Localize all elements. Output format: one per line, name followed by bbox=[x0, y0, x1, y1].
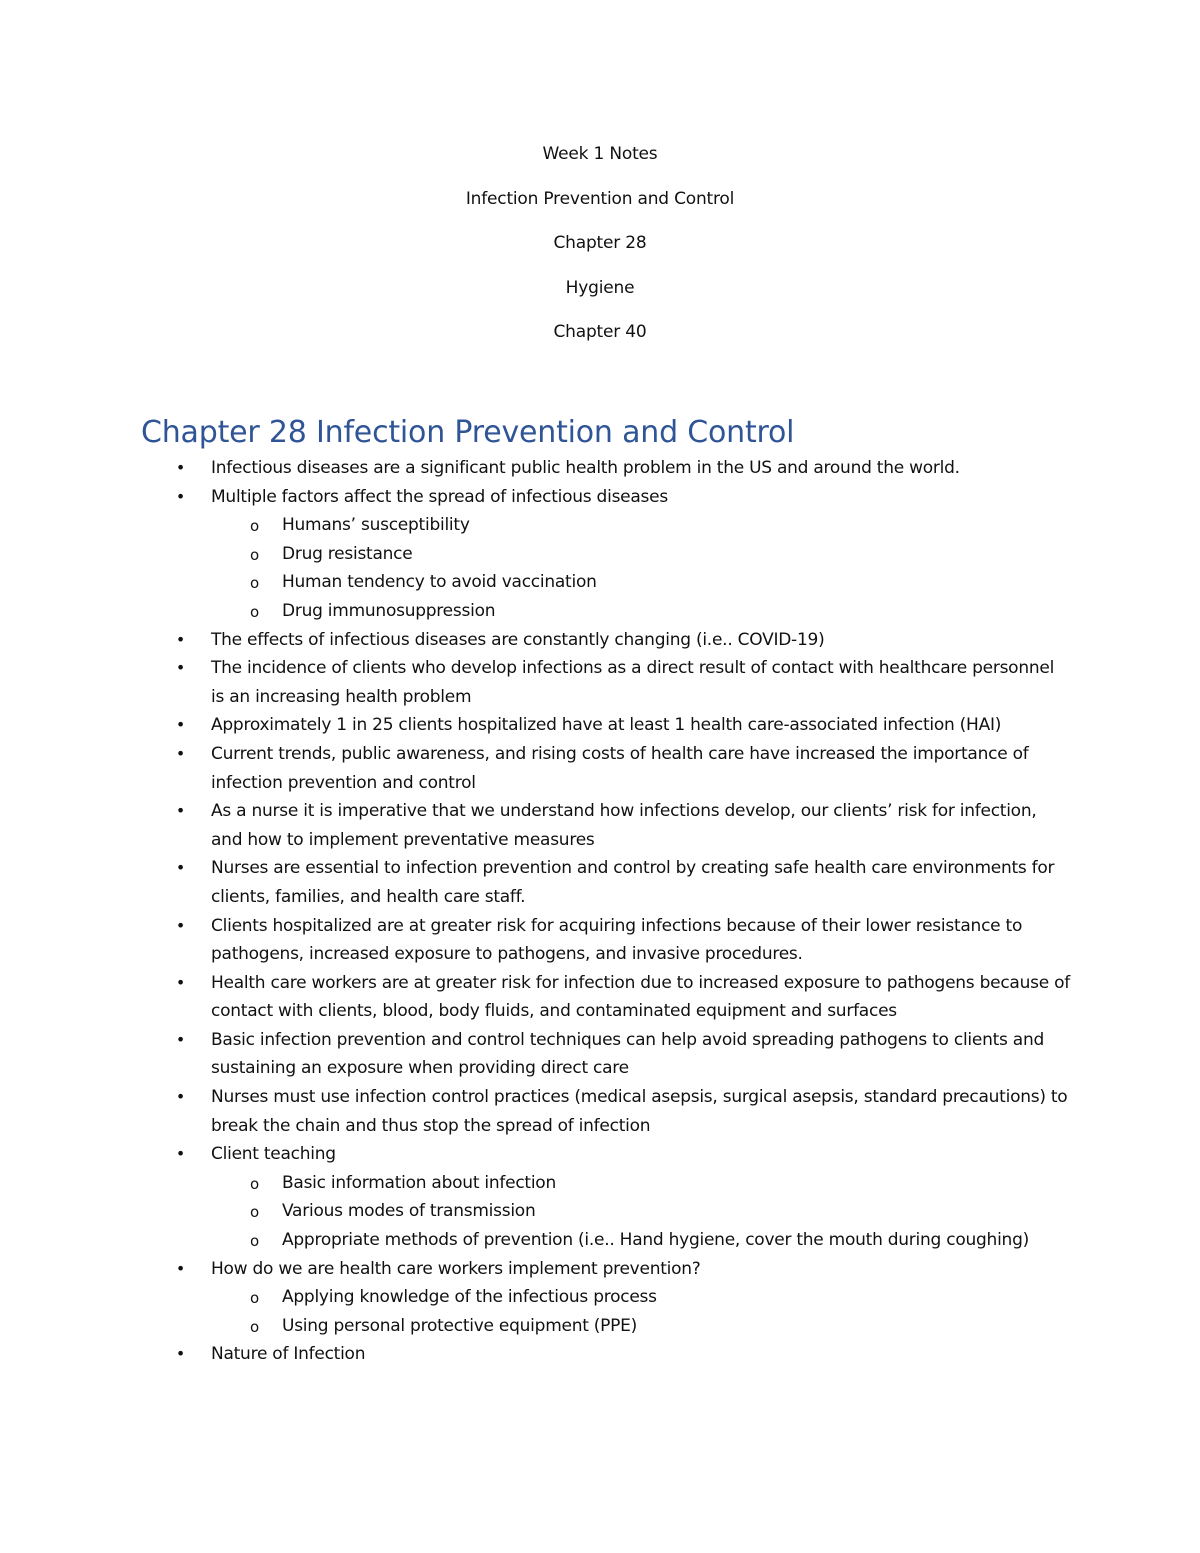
bullet-text: The effects of infectious diseases are constantly changing (i.e.. COVID-19) bbox=[211, 629, 825, 650]
bullet-marker: • bbox=[175, 629, 186, 649]
bullet-marker: • bbox=[175, 858, 186, 878]
bullet-item bbox=[0, 483, 1071, 512]
sub-bullet-marker: o bbox=[250, 545, 259, 564]
sub-bullet-marker: o bbox=[250, 1203, 259, 1222]
sub-bullet-item bbox=[0, 1169, 1062, 1198]
sub-bullet-item bbox=[0, 568, 1062, 597]
bullet-item bbox=[0, 1026, 1071, 1083]
bullet-text: Infectious diseases are a significant public health problem in the US and around the world. bbox=[211, 458, 960, 478]
bullet-item bbox=[0, 912, 1071, 969]
title-block bbox=[0, 142, 1200, 365]
sub-bullet-marker: o bbox=[250, 1289, 259, 1308]
bullet-text: As a nurse it is imperative that we understand how infections develop, our clients’ risk for infection, and how to implement preventative measures bbox=[211, 801, 1037, 850]
bullet-text: Drug resistance bbox=[282, 543, 413, 564]
bullet-item bbox=[0, 1083, 1071, 1140]
bullet-marker: • bbox=[175, 458, 186, 477]
bullet-text: Appropriate methods of prevention (i.e.. Hand hygiene, cover the mouth during coughing) bbox=[282, 1230, 1030, 1251]
bullet-marker: • bbox=[175, 972, 186, 992]
bullet-text: Health care workers are at greater risk for infection due to increased exposure to pathogens because of contact with clients, blood, body fluids, and contaminated equipment and surfaces bbox=[211, 972, 1070, 1022]
bullet-text: Current trends, public awareness, and rising costs of health care have increased the importance of infection prevention and control bbox=[211, 743, 1029, 793]
bullet-text: Applying knowledge of the infectious process bbox=[282, 1287, 657, 1308]
bullet-item bbox=[0, 740, 1071, 797]
bullet-text: How do we are health care workers implement prevention? bbox=[211, 1258, 701, 1279]
bullet-text: Human tendency to avoid vaccination bbox=[282, 572, 597, 593]
bullet-item bbox=[0, 626, 1071, 655]
title-line-chapter-2: Chapter 40 bbox=[553, 322, 647, 342]
sub-bullet-item bbox=[0, 597, 1062, 626]
bullet-item bbox=[0, 711, 1071, 740]
bullet-item bbox=[0, 854, 1071, 911]
bullet-item bbox=[0, 1140, 1071, 1169]
bullet-text: Basic information about infection bbox=[282, 1172, 556, 1193]
bullet-marker: • bbox=[175, 743, 186, 763]
title-line-week: Week 1 Notes bbox=[542, 144, 658, 164]
title-line-topic-1: Infection Prevention and Control bbox=[465, 188, 735, 209]
bullet-marker: • bbox=[175, 915, 186, 935]
title-line-chapter-1: Chapter 28 bbox=[553, 233, 647, 253]
bullet-text: Nurses are essential to infection prevention and control by creating safe health care environments for clients, families, and health care staff. bbox=[211, 858, 1055, 907]
bullet-item bbox=[0, 797, 1071, 854]
bullet-text: Client teaching bbox=[211, 1144, 336, 1165]
bullet-marker: • bbox=[175, 486, 186, 506]
sub-bullet-marker: o bbox=[250, 1174, 259, 1193]
bullet-text: Nature of Infection bbox=[211, 1344, 366, 1365]
bullet-text: Clients hospitalized are at greater risk for acquiring infections because of their lower resistance to pathogens, increased exposure to pathogens, and invasive procedures. bbox=[211, 915, 1023, 965]
bullet-marker: • bbox=[175, 1258, 186, 1278]
bullet-text: Approximately 1 in 25 clients hospitalized have at least 1 health care-associated infection (HAI) bbox=[211, 715, 1002, 736]
sub-bullet-item bbox=[0, 540, 1062, 569]
bullet-item bbox=[0, 654, 1071, 711]
bullet-marker: • bbox=[175, 1144, 186, 1164]
bullet-marker: • bbox=[175, 801, 186, 821]
notes-bullet-list bbox=[0, 454, 1200, 1369]
bullet-marker: • bbox=[175, 1087, 186, 1107]
sub-bullet-item bbox=[0, 511, 1062, 540]
chapter-heading: Chapter 28 Infection Prevention and Control bbox=[141, 415, 795, 450]
bullet-marker: • bbox=[175, 1344, 186, 1364]
bullet-text: Various modes of transmission bbox=[282, 1201, 536, 1222]
sub-bullet-item bbox=[0, 1312, 1062, 1341]
bullet-item bbox=[0, 969, 1071, 1026]
sub-bullet-marker: o bbox=[250, 1232, 259, 1251]
sub-bullet-item bbox=[0, 1197, 1062, 1226]
bullet-marker: • bbox=[175, 658, 186, 678]
sub-bullet-marker: o bbox=[250, 602, 259, 621]
bullet-item bbox=[0, 1340, 1071, 1369]
bullet-item bbox=[0, 1255, 1071, 1284]
bullet-text: Drug immunosuppression bbox=[282, 600, 496, 621]
bullet-text: Using personal protective equipment (PPE) bbox=[282, 1315, 638, 1336]
sub-bullet-item bbox=[0, 1283, 1062, 1312]
sub-bullet-marker: o bbox=[250, 574, 259, 593]
bullet-item bbox=[0, 454, 1071, 483]
bullet-text: Humans’ susceptibility bbox=[282, 515, 470, 536]
sub-bullet-marker: o bbox=[250, 1317, 259, 1336]
bullet-text: The incidence of clients who develop infections as a direct result of contact with healthcare personnel is an increasing health problem bbox=[211, 658, 1055, 707]
bullet-text: Basic infection prevention and control techniques can help avoid spreading pathogens to clients and sustaining an exposure when providing direct care bbox=[211, 1029, 1045, 1079]
bullet-marker: • bbox=[175, 1029, 186, 1049]
title-line-topic-2: Hygiene bbox=[565, 277, 635, 298]
bullet-marker: • bbox=[175, 715, 186, 735]
sub-bullet-marker: o bbox=[250, 517, 259, 536]
bullet-text: Multiple factors affect the spread of infectious diseases bbox=[211, 486, 668, 507]
sub-bullet-item bbox=[0, 1226, 1062, 1255]
bullet-text: Nurses must use infection control practices (medical asepsis, surgical asepsis, standard precautions) to break the chain and thus stop the spread of infection bbox=[211, 1087, 1068, 1136]
